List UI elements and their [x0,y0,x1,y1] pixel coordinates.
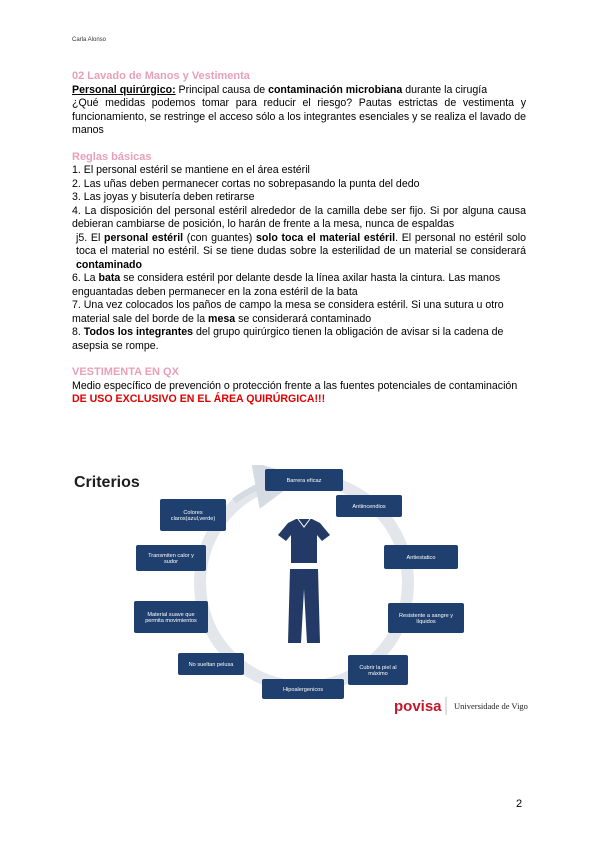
criterion-label: Transmiten calor y sudor [148,552,194,566]
rule-5-text-a: j5. El [76,231,105,244]
spacer [72,138,526,151]
rule-6-bold: bata [98,272,121,284]
rule-5-text-c: . El personal no estéril solo toca el material no estéril. Si se tiene dudas sobre la esterilidad de un material se considerará [76,231,527,257]
vestimenta-warning: DE USO EXCLUSIVO EN EL ÁREA QUIRÚRGICA!!! [72,393,326,405]
rule-7 [72,299,526,326]
section-title-reglas: Reglas básicas [72,150,152,163]
header-author: Carla Alonso [72,37,107,43]
criterion-item [178,653,244,675]
rule-7-bold: mesa [208,312,236,325]
rule-8 [72,326,526,353]
document-body [72,70,526,407]
rule-6-text-a: 6. La [72,272,99,284]
criterion-label: Cubrir la piel al máximo [359,664,397,678]
personal-text-b: durante la cirugía [402,83,488,96]
section-title-vestimenta: VESTIMENTA EN QX [72,366,179,378]
criterion-item [160,499,226,531]
rule-8-text-a: 8. [72,326,84,338]
scrub-top-icon [278,519,330,563]
diagram-title: Criterios [74,474,140,491]
question-paragraph: ¿Qué medidas podemos tomar para reducir el riesgo? Pautas estrictas de vestimenta y funcionamiento, se restringe el acceso sólo a los integrantes esenciales y se realiza el lavado de manos [72,97,526,136]
criterion-item [388,603,464,633]
rule-6 [72,272,526,299]
rule-5-bold-b: solo toca el material estéril [256,231,396,244]
povisa-logo: povisa [394,698,442,715]
criterion-label: Colores claros(azul,verde) [170,509,216,523]
criterion-item [384,545,458,569]
vestimenta-desc: Medio específico de prevención o protección frente a las fuentes potenciales de contaminación [72,379,518,392]
rule-8-text-b: del grupo quirúrgico tienen la obligación de avisar si la cadena de asepsia se rompe. [72,326,504,352]
criterion-item [348,655,408,685]
criterion-label: Hipoalergenicos [282,687,324,693]
rule-2: 2. Las uñas deben permanecer cortas no sobrepasando la punta del dedo [72,177,420,190]
university-logo: Universidade de Vigo [454,701,528,711]
rule-4: 4. La disposición del personal estéril alrededor de la camilla debe ser fijo. Si por alguna causa debieran cambiarse de posición, lo harán de frente a la mesa, nunca de espaldas [72,204,526,230]
rule-5-bold-a: personal estéril [104,231,184,244]
personal-label: Personal quirúrgico: [72,83,176,96]
criterion-label: Antiincendios [352,504,386,510]
criterion-item [134,601,208,633]
section-title-lavado: 02 Lavado de Manos y Vestimenta [72,70,250,82]
scrub-pants-icon [288,569,320,643]
spacer [72,353,526,366]
rule-3: 3. Las joyas y bisutería deben retirarse [72,191,255,203]
criterion-label: Material suave que permita movimientos [145,611,197,625]
criterios-diagram [64,465,540,720]
rule-5-text-b: (con guantes) [183,231,257,244]
criterion-item [265,469,343,491]
criterion-label: Barrera eficaz [286,478,322,484]
rule-5 [72,232,526,273]
criterion-label: Resistente a sangre y líquidos [398,612,454,626]
rule-7-text-b: se considerará contaminado [235,312,372,325]
logo-area [394,697,528,715]
criterion-label: Antiestatico [406,555,436,561]
rule-1: 1. El personal estéril se mantiene en el área estéril [72,164,310,176]
personal-paragraph [72,84,526,98]
rule-7-text-a: 7. Una vez colocados los paños de campo la mesa se considera estéril. Si una sutura u otro material sale del borde de la [72,299,504,325]
personal-text-a: Principal causa de [175,83,269,96]
criterion-item [336,495,402,517]
rule-6-text-b: se considera estéril por delante desde la línea axilar hasta la cintura. Las manos enguantadas deben permanecer en la zona estéril de la bata [72,272,501,298]
criterion-label: No sueltan pelusa [188,662,234,668]
rule-5-bold-c: contaminado [76,258,142,271]
criterion-item [136,545,206,571]
rule-8-bold: Todos los integrantes [83,326,194,338]
page-number: 2 [516,798,523,810]
personal-bold: contaminación microbiana [268,83,403,96]
criterion-item [262,679,344,699]
